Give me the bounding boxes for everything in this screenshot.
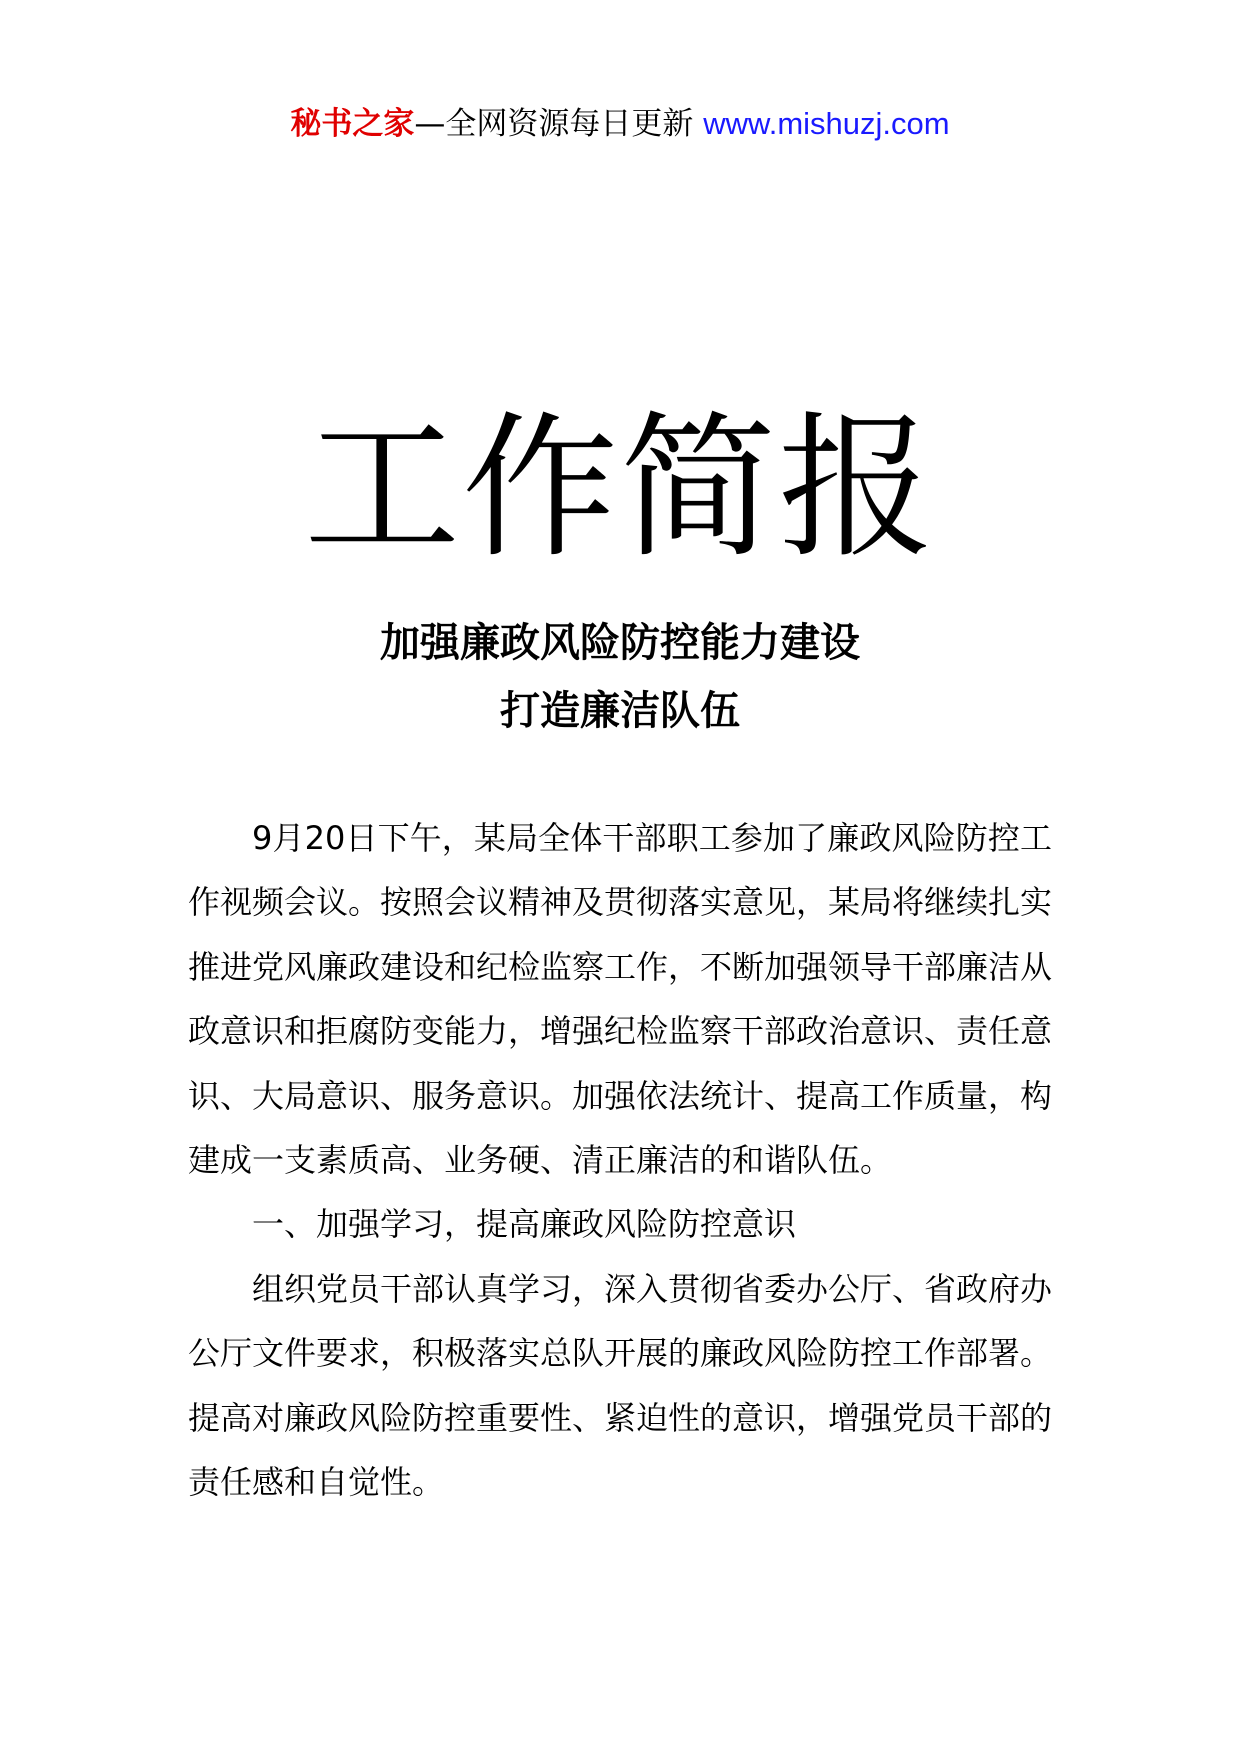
subtitle-line-1: 加强廉政风险防控能力建设 [380, 620, 860, 666]
brand-name: 秘书之家 [290, 106, 415, 142]
section-heading: 一、加强学习，提高廉政风险防控意识 [252, 1205, 797, 1244]
document-body [188, 806, 1052, 1514]
intro-paragraph: 9月20日下午，某局全体干部职工参加了廉政风险防控工作视频会议。按照会议精神及贯彻落实意见，某局将继续扎实推进党风廉政建设和纪检监察工作，不断加强领导干部廉洁从政意识和拒腐防变能力，增强纪检监察干部政治意识、责任意识、大局意识、服务意识。加强依法统计、提高工作质量，构建成一支素质高、业务硬、清正廉洁的和谐队伍。 [188, 819, 1053, 1180]
section-paragraph: 组织党员干部认真学习，深入贯彻省委办公厅、省政府办公厅文件要求，积极落实总队开展的廉政风险防控工作部署。提高对廉政风险防控重要性、紧迫性的意识，增强党员干部的责任感和自觉性。 [188, 1269, 1053, 1502]
page-title: 工作简报 [304, 397, 936, 579]
site-url-link[interactable]: www.mishuzj.com [703, 106, 950, 141]
header-slogan: —全网资源每日更新 [414, 106, 694, 142]
subtitle-line-2: 打造廉洁队伍 [500, 688, 740, 734]
site-header [0, 100, 1240, 148]
